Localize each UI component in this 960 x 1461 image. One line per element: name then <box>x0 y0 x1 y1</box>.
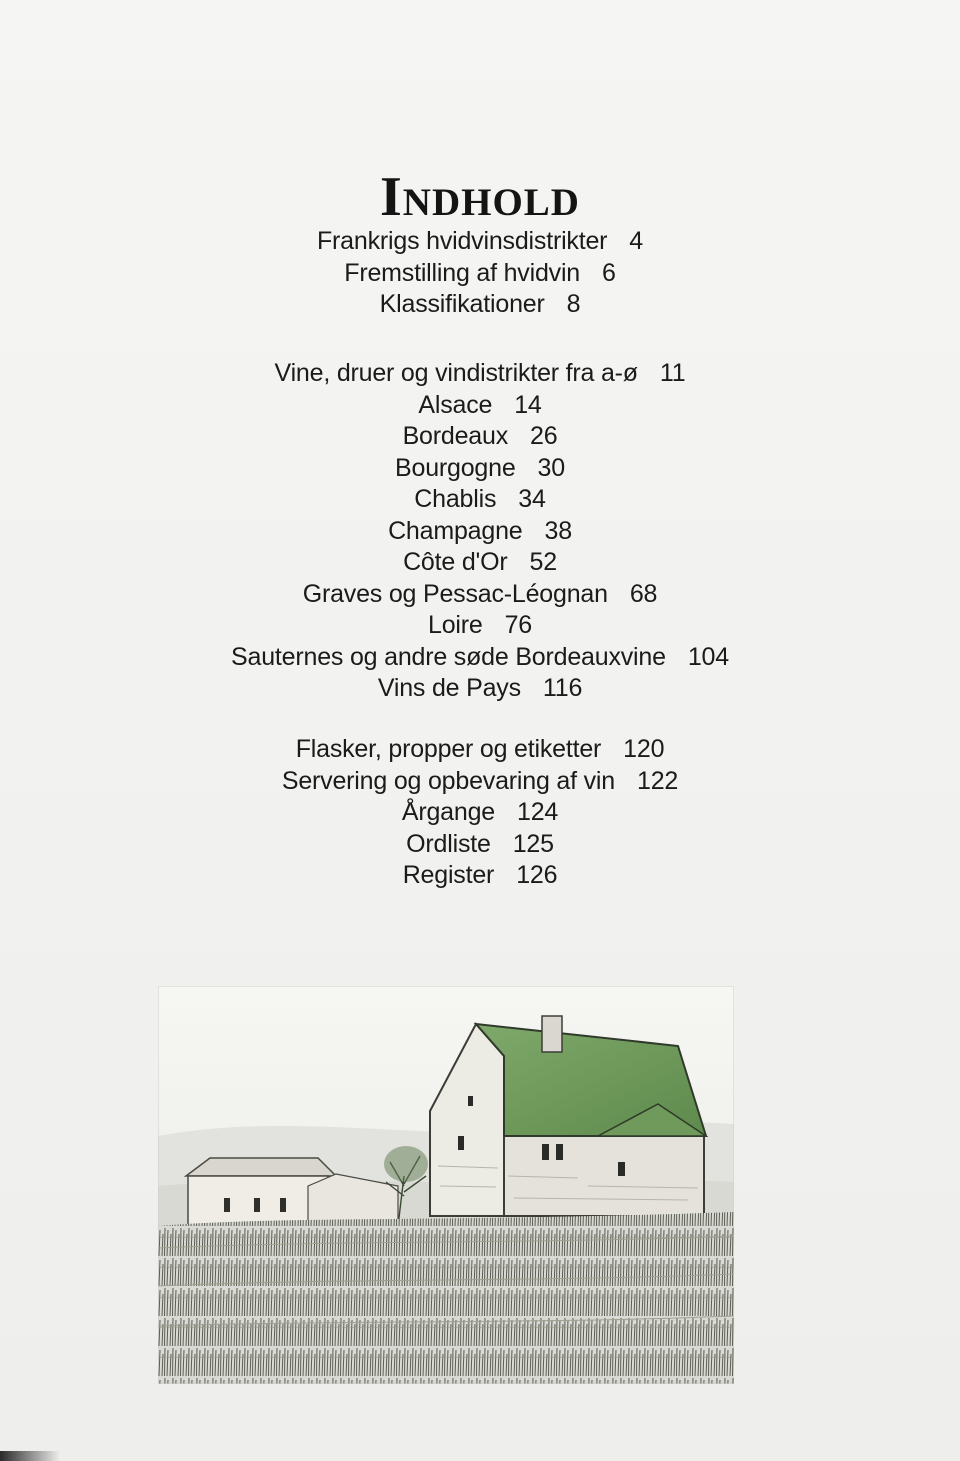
toc-entry-page: 126 <box>516 861 558 889</box>
toc-entry-label: Loire <box>427 611 483 639</box>
toc-entry-label: Flasker, propper og etiketter <box>295 735 602 763</box>
toc-group-regions <box>0 358 960 705</box>
toc-entry[interactable] <box>0 547 960 579</box>
toc-entry-page: 34 <box>518 485 546 513</box>
toc-group-appendix <box>0 734 960 892</box>
toc-entry-label: Ordliste <box>406 829 491 858</box>
toc-entry-label: Bordeaux <box>402 422 508 450</box>
toc-entry-label: Sauternes og andre søde Bordeauxvine <box>231 642 666 671</box>
toc-entry-page: 125 <box>512 829 554 858</box>
toc-entry-label: Côte d'Or <box>403 548 508 576</box>
toc-entry[interactable] <box>0 860 960 892</box>
toc-entry-label: Vins de Pays <box>377 674 521 702</box>
toc-entry-page: 116 <box>542 674 583 702</box>
toc-entry-label: Vine, druer og vindistrikter fra a-ø <box>274 359 638 387</box>
toc-entry[interactable] <box>0 734 960 766</box>
toc-entry-label: Graves og Pessac-Léognan <box>302 579 608 608</box>
toc-entry-page: 52 <box>529 548 557 576</box>
toc-entry[interactable] <box>0 453 960 485</box>
toc-group-intro <box>0 226 960 321</box>
toc-entry[interactable] <box>0 421 960 453</box>
toc-entry-page: 38 <box>544 516 572 545</box>
toc-entry-label: Champagne <box>388 516 523 545</box>
toc-entry[interactable] <box>0 797 960 829</box>
toc-entry[interactable] <box>0 766 960 798</box>
toc-entry[interactable] <box>0 390 960 422</box>
toc-entry-page: 124 <box>517 798 559 826</box>
toc-entry-page: 120 <box>623 735 665 763</box>
toc-entry-label: Klassifikationer <box>379 290 545 318</box>
toc-entry-page: 4 <box>629 227 644 255</box>
toc-entry-page: 68 <box>629 579 658 608</box>
toc-entry-label: Chablis <box>414 485 497 513</box>
toc-entry-label: Register <box>402 861 495 889</box>
vineyard-farmhouse-illustration <box>158 986 734 1384</box>
toc-entry-label: Frankrigs hvidvinsdistrikter <box>316 227 608 255</box>
toc-entry-page: 30 <box>537 453 565 482</box>
toc-entry[interactable] <box>0 642 960 674</box>
toc-entry-label: Bourgogne <box>395 453 516 482</box>
toc-entry-page: 8 <box>566 290 581 318</box>
page-title: Indhold <box>380 165 580 228</box>
toc-entry[interactable] <box>0 358 960 390</box>
toc-entry[interactable] <box>0 516 960 548</box>
toc-entry-page: 11 <box>659 359 686 387</box>
toc-entry-page: 122 <box>636 766 679 795</box>
page-edge-shadow <box>0 1451 60 1461</box>
toc-entry-page: 104 <box>687 642 729 671</box>
toc-entry[interactable] <box>0 484 960 516</box>
toc-entry-page: 76 <box>504 611 532 639</box>
farmhouse <box>430 1016 706 1216</box>
toc-entry-page: 6 <box>602 258 616 287</box>
toc-entry[interactable] <box>0 579 960 611</box>
toc-entry[interactable] <box>0 226 960 258</box>
toc-entry[interactable] <box>0 829 960 861</box>
toc-entry-page: 14 <box>514 390 542 419</box>
toc-entry-label: Fremstilling af hvidvin <box>344 258 581 287</box>
toc-entry-label: Servering og opbevaring af vin <box>281 766 615 795</box>
toc-entry-label: Alsace <box>418 390 493 419</box>
toc-entry[interactable] <box>0 289 960 321</box>
toc-entry[interactable] <box>0 610 960 642</box>
toc-entry[interactable] <box>0 258 960 290</box>
toc-entry-label: Årgange <box>401 798 495 826</box>
toc-entry-page: 26 <box>530 422 558 450</box>
toc-entry[interactable] <box>0 673 960 705</box>
